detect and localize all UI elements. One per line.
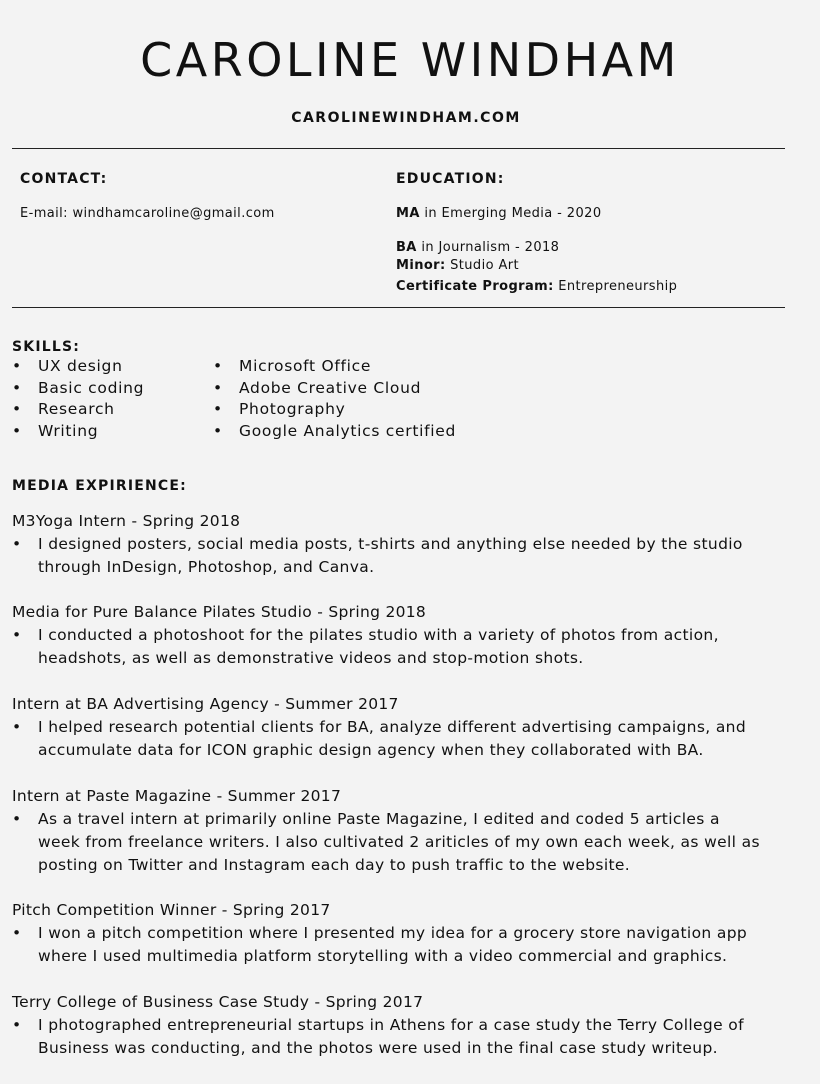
description-line: accumulate data for ICON graphic design agency when they collaborated with BA. <box>38 741 704 759</box>
experience-entry <box>12 510 812 579</box>
experience-entry <box>12 899 812 968</box>
divider-top <box>12 148 785 149</box>
experience-entry <box>12 785 812 877</box>
description-line: • I conducted a photoshoot for the pilates studio with a variety of photos from action, <box>38 626 719 644</box>
email-label: E-mail: <box>20 206 68 221</box>
ba-detail: in Journalism - 2018 <box>416 240 560 255</box>
description-line: through InDesign, Photoshop, and Canva. <box>38 558 375 576</box>
description-line: headshots, as well as demonstrative videos and stop-motion shots. <box>38 649 584 667</box>
resume-name: CAROLINE WINDHAM <box>140 33 680 87</box>
ba-degree: BA <box>396 240 417 255</box>
experience-title: M3Yoga Intern - Spring 2018 <box>12 512 241 530</box>
skill-item: • Google Analytics certified <box>213 421 456 443</box>
description-line: • I helped research potential clients for BA, analyze different advertising campaigns, and <box>38 718 747 736</box>
description-line: • I photographed entrepreneurial startups in Athens for a case study the Terry College of <box>38 1016 744 1034</box>
skill-item: • Writing <box>12 421 144 443</box>
description-line: • As a travel intern at primarily online Paste Magazine, I edited and coded 5 articles a <box>38 810 720 828</box>
experience-entry <box>12 991 812 1060</box>
skill-item: • Research <box>12 399 144 421</box>
description-line: • I designed posters, social media posts, t-shirts and anything else needed by the studio <box>38 535 743 553</box>
skill-item: • UX design <box>12 356 144 378</box>
certificate-value: Entrepreneurship <box>553 279 678 294</box>
ma-detail: in Emerging Media - 2020 <box>419 206 602 221</box>
skill-item: • Microsoft Office <box>213 356 456 378</box>
experience-entry <box>12 601 812 670</box>
skills-heading: SKILLS: <box>12 339 81 355</box>
website-url[interactable]: CAROLINEWINDHAM.COM <box>291 110 521 126</box>
education-ma <box>396 205 602 223</box>
education-certificate <box>396 278 677 296</box>
skills-column-2 <box>213 356 456 442</box>
skill-item: • Photography <box>213 399 456 421</box>
experience-title: Intern at BA Advertising Agency - Summer 2017 <box>12 695 399 713</box>
experience-description <box>12 1014 812 1060</box>
experience-description <box>12 808 812 877</box>
email-address[interactable]: windhamcaroline@gmail.com <box>72 206 275 221</box>
experience-description <box>12 533 812 579</box>
experience-title: Terry College of Business Case Study - Spring 2017 <box>12 993 424 1011</box>
experience-title: Media for Pure Balance Pilates Studio - Spring 2018 <box>12 603 427 621</box>
ma-degree: MA <box>396 206 420 221</box>
minor-label: Minor: <box>396 258 446 273</box>
skill-item: • Adobe Creative Cloud <box>213 378 456 400</box>
education-ba <box>396 239 559 257</box>
experience-description <box>12 716 812 762</box>
certificate-label: Certificate Program: <box>396 279 554 294</box>
description-line: where I used multimedia platform storytelling with a video commercial and graphics. <box>38 947 728 965</box>
description-line: week from freelance writers. I also cultivated 2 ariticles of my own each week, as well as <box>38 833 760 851</box>
description-line: posting on Twitter and Instagram each day to push traffic to the website. <box>38 856 631 874</box>
description-line: Business was conducting, and the photos were used in the final case study writeup. <box>38 1039 718 1057</box>
experience-description <box>12 922 812 968</box>
experience-title: Intern at Paste Magazine - Summer 2017 <box>12 787 342 805</box>
contact-email <box>20 205 275 223</box>
education-minor <box>396 257 519 275</box>
skills-column-1 <box>12 356 144 442</box>
skill-item: • Basic coding <box>12 378 144 400</box>
media-experience-heading: MEDIA EXPIRIENCE: <box>12 478 187 494</box>
contact-heading: CONTACT: <box>20 171 108 187</box>
description-line: • I won a pitch competition where I presented my idea for a grocery store navigation app <box>38 924 748 942</box>
education-heading: EDUCATION: <box>396 171 505 187</box>
experience-description <box>12 624 812 670</box>
divider-bottom <box>12 307 785 308</box>
experience-entry <box>12 693 812 762</box>
experience-title: Pitch Competition Winner - Spring 2017 <box>12 901 331 919</box>
minor-value: Studio Art <box>445 258 519 273</box>
